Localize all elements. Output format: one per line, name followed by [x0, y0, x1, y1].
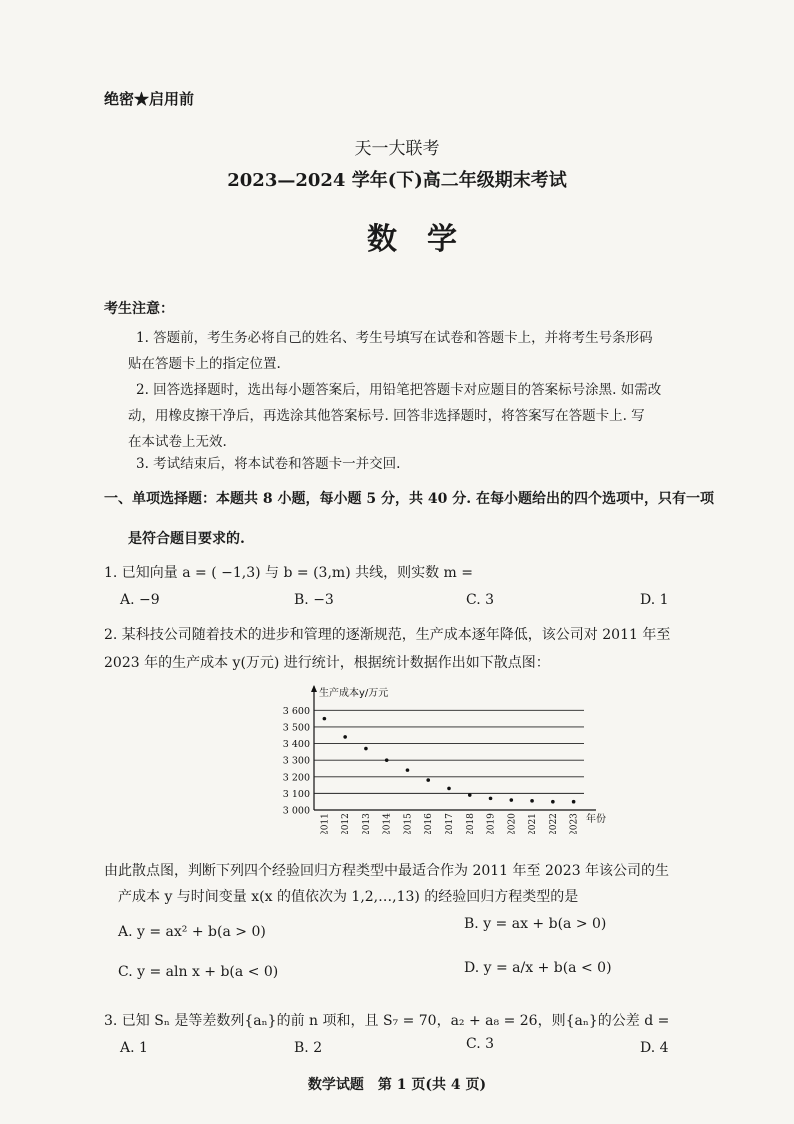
y-tick-label: 3 300: [282, 755, 310, 767]
data-point: [343, 735, 347, 739]
data-point: [385, 758, 389, 762]
note-line: 1. 答题前，考生务必将自己的姓名、考生号填写在试卷和答题卡上，并将考生号条形码: [136, 330, 653, 346]
note-line: 3. 考试结束后，将本试卷和答题卡一并交回.: [136, 456, 401, 472]
question-3-option-d: D. 4: [640, 1040, 669, 1056]
data-point: [447, 787, 451, 791]
scatter-chart-svg: [262, 684, 612, 834]
y-tick-label: 3 000: [282, 805, 310, 817]
note-line: 贴在答题卡上的指定位置.: [128, 356, 281, 372]
note-line: 在本试卷上无效.: [128, 434, 227, 450]
data-point: [551, 800, 555, 804]
x-tick-label: 2014: [382, 813, 393, 834]
section-heading: 一、单项选择题：本题共 8 小题，每小题 5 分，共 40 分. 在每小题给出的四个选项中，只有一项: [104, 491, 714, 507]
x-tick-label: 2017: [445, 813, 455, 834]
question-2-stem: 2. 某科技公司随着技术的进步和管理的逐渐规范，生产成本逐年降低，该公司对 2011 年至: [104, 627, 671, 643]
confidential-label: 绝密★启用前: [104, 90, 195, 108]
question-2-option-b: B. y = ax + b(a > 0): [464, 916, 607, 932]
y-tick-label: 3 200: [282, 772, 310, 784]
data-point: [364, 747, 368, 751]
x-axis-label: 年份: [586, 814, 606, 825]
section-heading-cont: 是符合题目要求的.: [128, 531, 245, 547]
data-point: [406, 768, 410, 772]
data-point: [572, 800, 576, 804]
x-tick-label: 2023: [569, 813, 580, 834]
y-tick-label: 3 600: [282, 705, 310, 717]
question-2-after: 由此散点图，判断下列四个经验回归方程类型中最适合作为 2011 年至 2023 年该公司的生: [104, 863, 670, 879]
question-3-option-b: B. 2: [294, 1040, 323, 1056]
question-2-stem-cont: 2023 年的生产成本 y(万元) 进行统计，根据统计数据作出如下散点图：: [104, 655, 550, 671]
x-tick-label: 2016: [424, 813, 435, 834]
question-3-stem: 3. 已知 Sₙ 是等差数列{aₙ}的前 n 项和，且 S₇ = 70，a₂ + a₈ = 26，则{aₙ}的公差 d =: [104, 1013, 670, 1029]
question-2-option-c: C. y = aln x + b(a < 0): [118, 964, 279, 980]
subject-title: 数学: [367, 222, 487, 257]
x-tick-label: 2013: [361, 813, 372, 834]
y-tick-label: 3 400: [282, 739, 310, 751]
y-tick-label: 3 100: [282, 788, 310, 800]
x-tick-label: 2015: [403, 813, 414, 834]
note-line: 动，用橡皮擦干净后，再选涂其他答案标号. 回答非选择题时，将答案写在答题卡上. 写: [128, 408, 645, 424]
question-1-option-c: C. 3: [466, 592, 495, 608]
x-tick-label: 2021: [528, 813, 539, 834]
x-tick-label: 2022: [548, 813, 559, 834]
exam-title: 2023—2024 学年(下)高二年级期末考试: [227, 170, 567, 191]
scatter-chart: [262, 684, 612, 834]
question-2-after-cont: 产成本 y 与时间变量 x(x 的值依次为 1,2,…,13) 的经验回归方程类型的是: [118, 889, 579, 905]
data-point: [323, 717, 327, 721]
question-2-option-d: D. y = a/x + b(a < 0): [464, 960, 612, 976]
data-point: [530, 799, 534, 803]
question-2-option-a: A. y = ax² + b(a > 0): [118, 924, 266, 940]
data-point: [468, 793, 472, 797]
data-point: [489, 797, 493, 801]
x-tick-label: 2011: [320, 813, 331, 834]
question-1-option-b: B. −3: [294, 592, 334, 608]
data-point: [510, 798, 514, 802]
note-line: 2. 回答选择题时，选出每小题答案后，用铅笔把答题卡对应题目的答案标号涂黑. 如需改: [136, 382, 662, 398]
x-tick-label: 2020: [507, 813, 518, 834]
x-tick-label: 2019: [486, 813, 497, 834]
question-3-option-a: A. 1: [120, 1040, 148, 1056]
question-1-option-a: A. −9: [120, 592, 160, 608]
data-point: [426, 778, 430, 782]
exam-union: 天一大联考: [354, 139, 440, 159]
notes-title: 考生注意：: [104, 301, 174, 317]
question-1-option-d: D. 1: [640, 592, 669, 608]
question-1-stem: 1. 已知向量 a = ( −1,3) 与 b = (3,m) 共线，则实数 m =: [104, 565, 474, 581]
x-tick-label: 2018: [465, 813, 476, 834]
y-axis-label: 生产成本y/万元: [319, 688, 389, 699]
page-footer: 数学试题 第 1 页(共 4 页): [307, 1077, 487, 1093]
y-axis-arrow: [311, 685, 317, 692]
question-3-option-c: C. 3: [466, 1036, 495, 1052]
y-tick-label: 3 500: [282, 722, 310, 734]
x-tick-label: 2012: [341, 813, 352, 834]
